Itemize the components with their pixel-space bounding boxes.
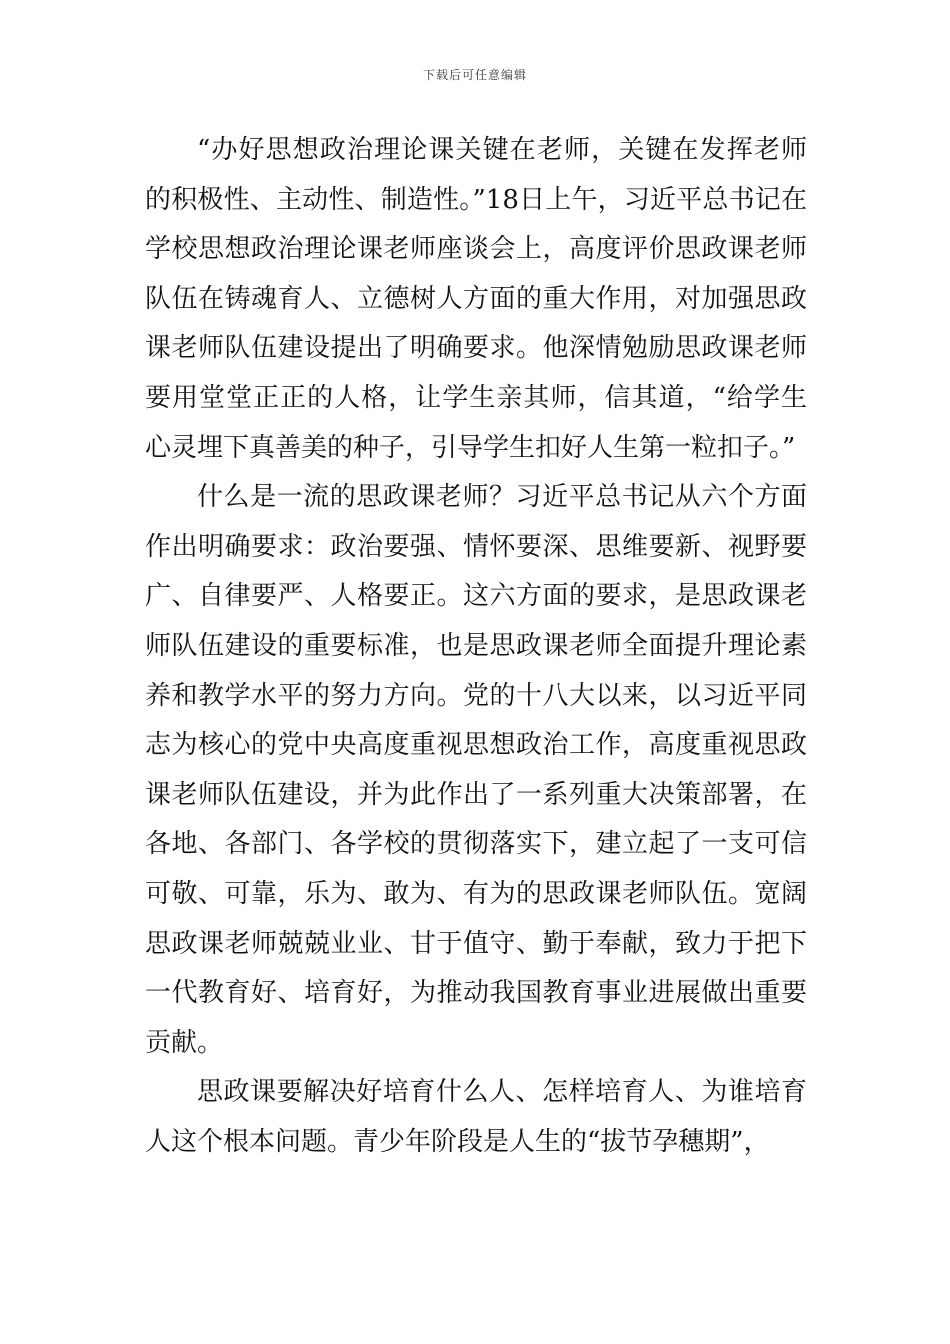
paragraph-1: “办好思想政治理论课关键在老师，关键在发挥老师的积极性、主动性、制造性。”18日上午，习近平总书记在学校思想政治理论课老师座谈会上，高度评价思政课老师队伍在铸魂育人、立德树人方面的重大作用，对加强思政课老师队伍建设提出了明确要求。他深情勉励思政课老师要用堂堂正正的人格，让学生亲其师，信其道，“给学生心灵埋下真善美的种子，引导学生扣好人生第一粒扣子。”	[145, 135, 807, 463]
header-note: 下载后可任意编辑	[422, 68, 527, 82]
paragraph-3: 思政课要解决好培育什么人、怎样培育人、为谁培育人这个根本问题。青少年阶段是人生的“拔节孕穗期”，	[145, 1077, 807, 1157]
document-body	[145, 126, 807, 1167]
paragraph-2: 什么是一流的思政课老师？习近平总书记从六个方面作出明确要求：政治要强、情怀要深、思维要新、视野要广、自律要严、人格要正。这六方面的要求，是思政课老师队伍建设的重要标准，也是思政课老师全面提升理论素养和教学水平的努力方向。党的十八大以来，以习近平同志为核心的党中央高度重视思想政治工作，高度重视思政课老师队伍建设，并为此作出了一系列重大决策部署，在各地、各部门、各学校的贯彻落实下，建立起了一支可信可敬、可靠，乐为、敢为、有为的思政课老师队伍。宽阔思政课老师兢兢业业、甘于值守、勤于奉献，致力于把下一代教育好、培育好，为推动我国教育事业进展做出重要贡献。	[145, 482, 807, 1058]
